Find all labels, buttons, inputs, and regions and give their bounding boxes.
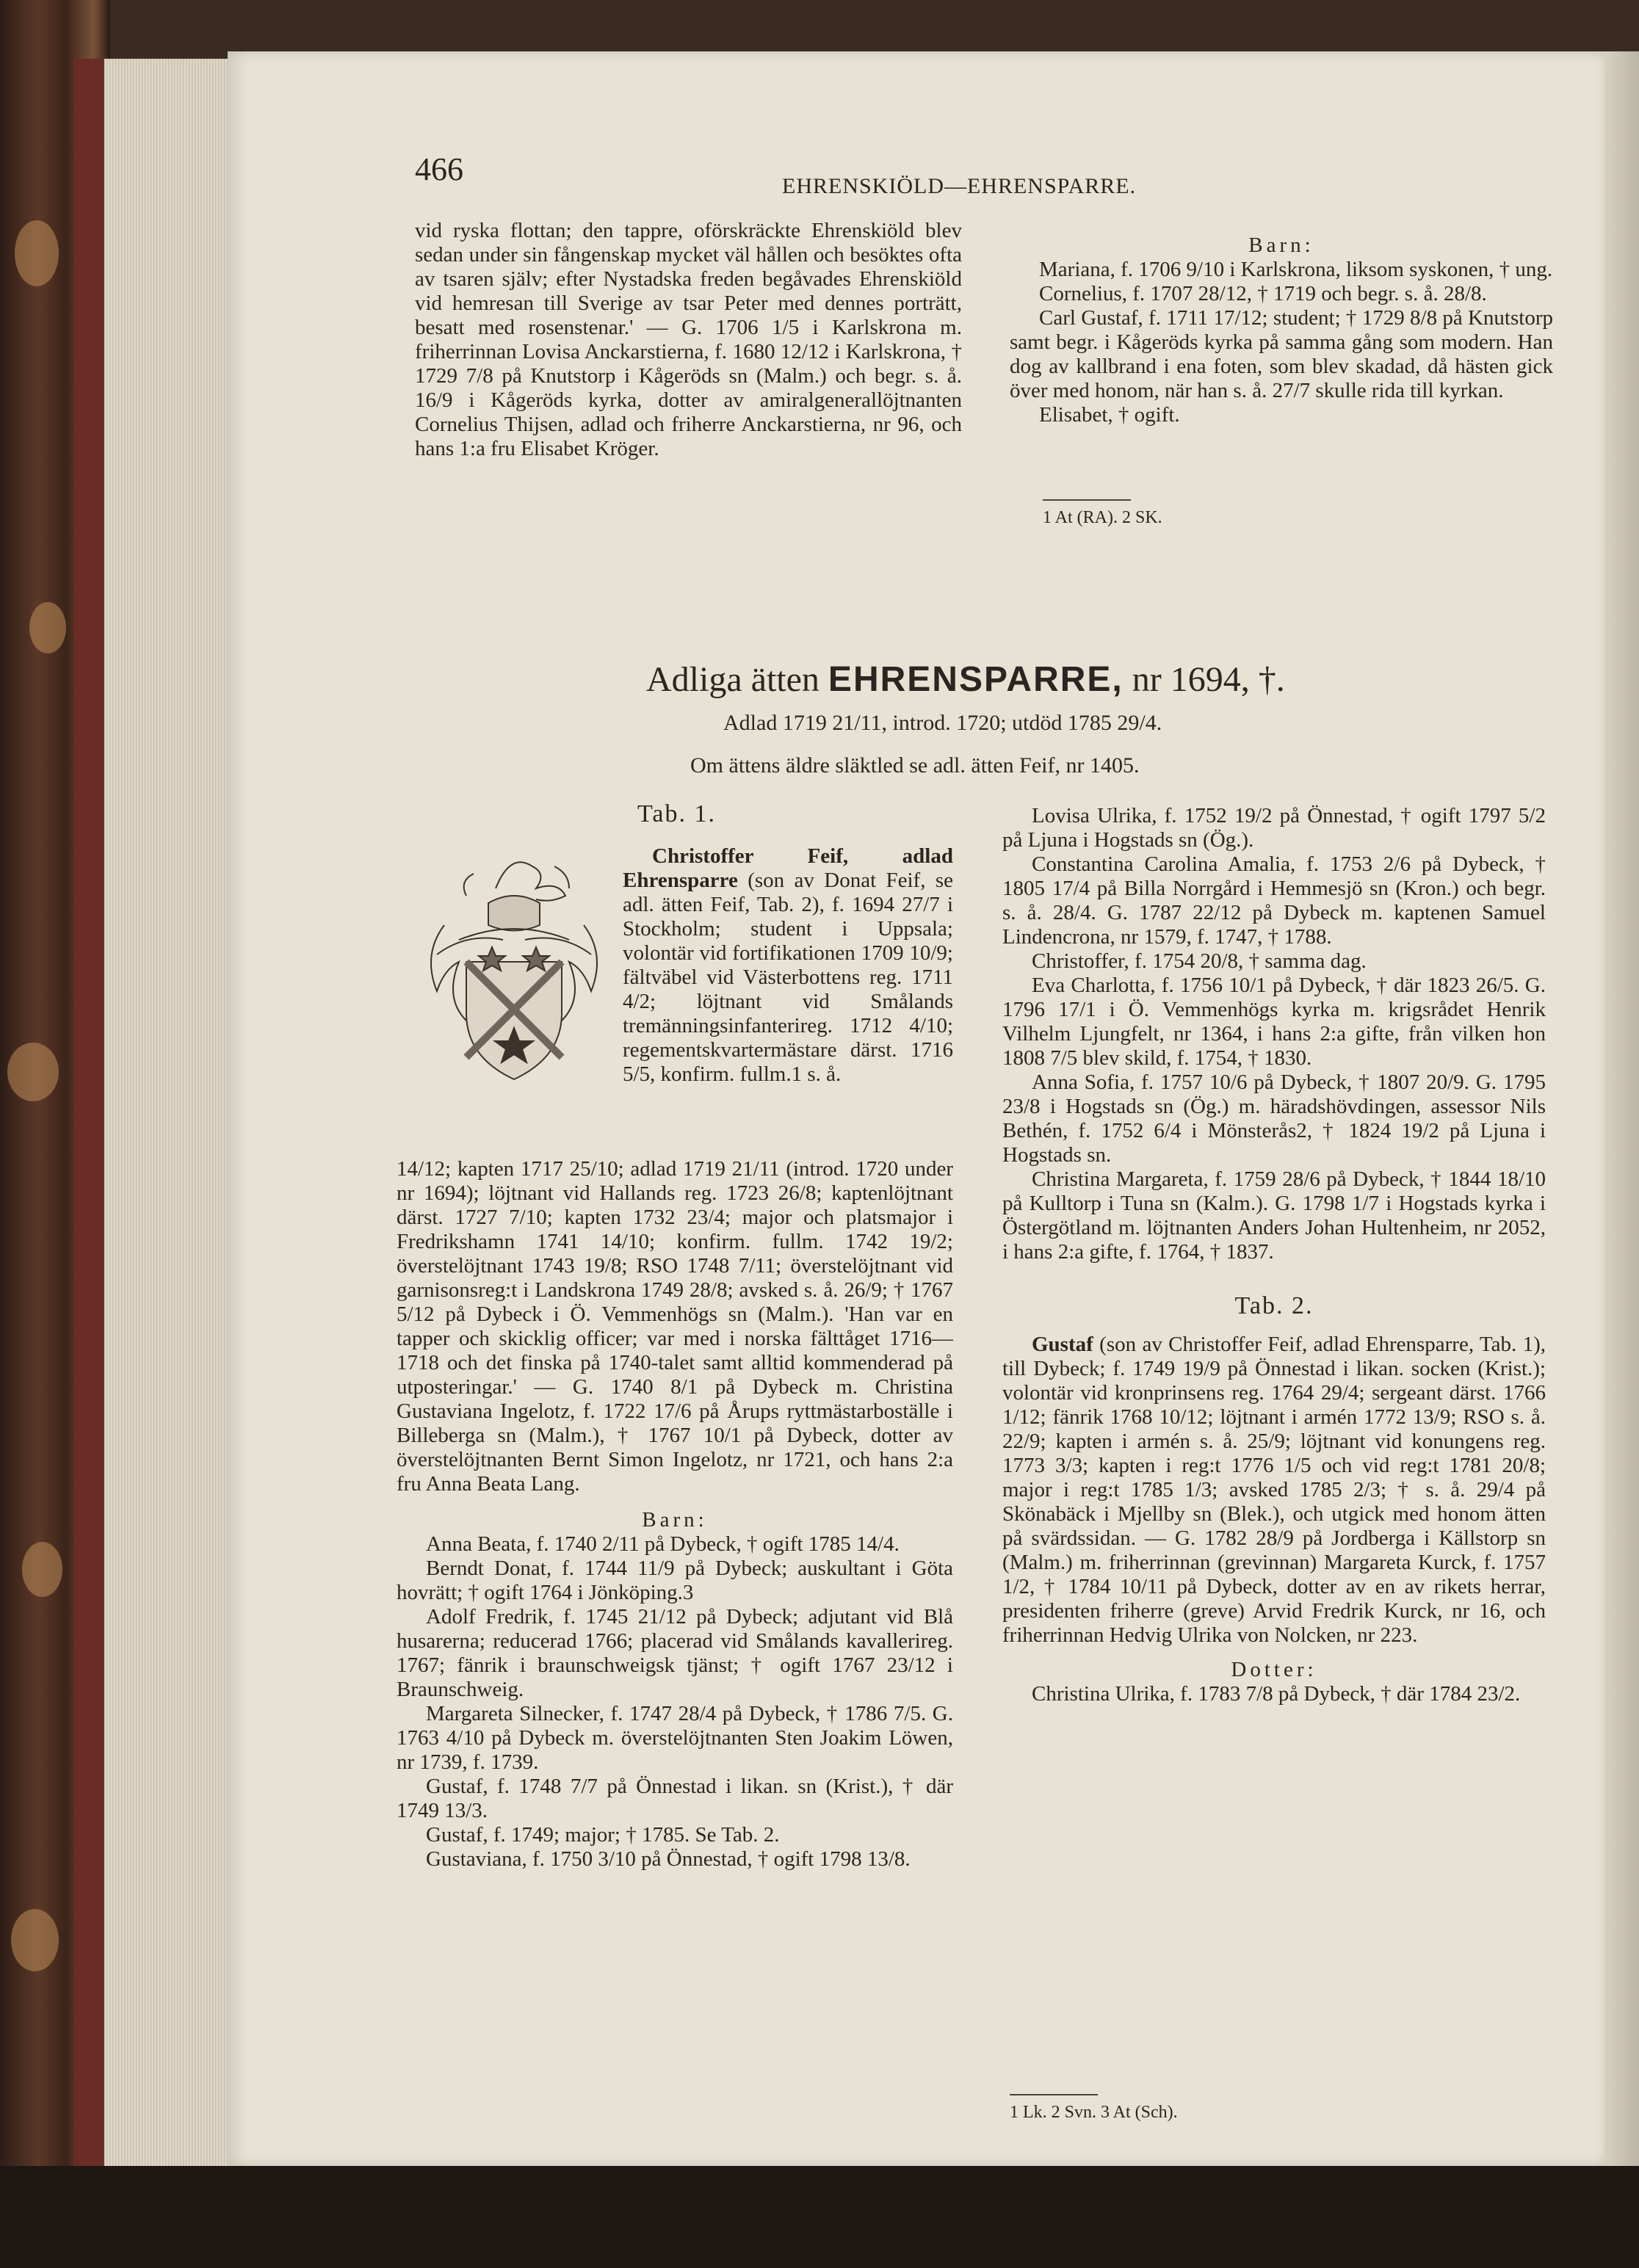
footnote-rule-top (1043, 499, 1131, 501)
top-left-paragraph: vid ryska flottan; den tappre, oförskräckte Ehrenskiöld blev sedan under sin fångenskap mycket väl hållen och besöktes ofta av tsaren själv; efter Nystadska freden begåvades Ehrenskiöld vid hemresan till Sverige av tsar Peter med dennes porträtt, besatt med rosenstenar.' — G. 1706 1/5 i Karlskrona m. friherrinnan Lovisa Anckarstierna, f. 1680 12/12 i Karlskrona, † 1729 7/8 på Knutstorp i Kågeröds sn (Malm.) och begr. s. å. 16/9 i Kågeröds kyrka, dotter av amiralgenerallöjtnanten Cornelius Thijsen, adlad och friherre Anckarstierna, nr 96, och hans 1:a fru Elisabet Kröger. (415, 219, 962, 460)
child-entry: Margareta Silnecker, f. 1747 28/4 på Dybeck, † 1786 7/5. G. 1763 4/10 på Dybeck m. överstelöjtnanten Sten Joakim Löwen, nr 1739, f. 1739. (397, 1702, 953, 1774)
tab1-lead-text: (son av Donat Feif, se adl. ätten Feif, Tab. 2), f. 1694 27/7 i Stockholm; student i Uppsala; volontär vid fortifikationen 1709 10/9; fältväbel vid Västerbottens reg. 1711 4/2; löjtnant vid Smålands tremänningsinfanterireg. 1712 4/10; regementskvartermästare därst. 1716 5/5, konfirm. fullm.1 s. å. (623, 869, 953, 1086)
tab1-lead (623, 844, 953, 1087)
family-title-prefix: Adliga ätten (646, 660, 820, 699)
tab2-name: Gustaf (1032, 1333, 1093, 1356)
barn-heading-top: Barn: (1248, 233, 1314, 257)
child-entry: Lovisa Ulrika, f. 1752 19/2 på Önnestad, † ogift 1797 5/2 på Ljuna i Hogstads sn (Ög.). (1002, 804, 1546, 852)
family-title (646, 659, 1285, 700)
child-entry: Christina Margareta, f. 1759 28/6 på Dybeck, † 1844 18/10 på Kulltorp i Tuna sn (Kalm.). G. 1798 1/7 i Hogstads kyrka i Östergötland m. löjtnanten Anders Johan Hultenheim, nr 2052, i hans 2:a gifte, f. 1764, † 1837. (1002, 1167, 1546, 1264)
page-stack-edges (103, 59, 236, 2173)
family-title-name: EHRENSPARRE, (828, 660, 1124, 699)
footnotes-bottom: 1 Lk. 2 Svn. 3 At (Sch). (1010, 2103, 1178, 2122)
running-head: EHRENSKIÖLD—EHRENSPARRE. (782, 174, 1137, 198)
child-entry: Berndt Donat, f. 1744 11/9 på Dybeck; auskultant i Göta hovrätt; † ogift 1764 i Jönköping.3 (397, 1557, 953, 1604)
page-number: 466 (415, 151, 463, 187)
right-page-edge (1604, 51, 1639, 2166)
child-entry-carl-gustaf: Carl Gustaf, f. 1711 17/12; student; † 1729 8/8 på Knutstorp samt begr. i Kågeröds kyrka på samma gång som modern. Han dog av kallbrand i ena foten, som blev skadad, då hästen gick över med honom, när han s. å. 27/7 skulle rida till kyrkan. (1010, 306, 1553, 402)
child-entry-mariana: Mariana, f. 1706 9/10 i Karlskrona, liksom syskonen, † ung. (1039, 258, 1553, 281)
child-entry: Gustaviana, f. 1750 3/10 på Önnestad, † ogift 1798 13/8. (426, 1847, 911, 1871)
family-ennoblement-line: Adlad 1719 21/11, introd. 1720; utdöd 1785 29/4. (723, 711, 1162, 735)
child-entry-elisabet: Elisabet, † ogift. (1039, 403, 1180, 427)
child-entry: Gustaf, f. 1749; major; † 1785. Se Tab. 2. (426, 1823, 780, 1847)
tab1-lead-name: Christoffer Feif, adlad Ehrensparre (623, 844, 953, 892)
tab2-heading: Tab. 2. (1234, 1292, 1314, 1319)
tab2-text: (son av Christoffer Feif, adlad Ehrensparre, Tab. 1), till Dybeck; f. 1749 19/9 på Önnestad i likan. socken (Krist.); volontär vid kronprinsens reg. 1764 29/4; sergeant därst. 1766 1/12; fänrik 1768 10/12; löjtnant i armén 1772 13/9; RSO s. å. 22/9; kapten i armén s. å. 25/9; löjtnant vid konungens reg. 1773 3/3; kapten i reg:t 1776 1/5 och vid reg:t 1781 20/8; major i reg:t 1785 1/3; avsked 1785 2/3; † s. å. 29/4 på Skönabäck i Mjellby sn (Blek.), och utgick med honom ätten på svärdssidan. — G. 1782 28/9 på Jordberga i Källstorp sn (Malm.) m. friherrinnan (grevinnan) Margareta Kurck, f. 1757 1/2, † 1784 10/11 på Dybeck, dotter av en av rikets herrar, presidenten friherre (greve) Arvid Fredrik Kurck, nr 16, och friherrinnan Hedvig Ulrika von Nolcken, nr 223. (1002, 1333, 1546, 1647)
child-entry: Anna Beata, f. 1740 2/11 på Dybeck, † ogift 1785 14/4. (426, 1532, 900, 1556)
barn-heading-tab1: Barn: (642, 1508, 708, 1532)
child-entry: Adolf Fredrik, f. 1745 21/12 på Dybeck; adjutant vid Blå husarerna; reducerad 1766; placerad vid Smålands kavallerireg. 1767; fänrik i braunschweigsk tjänst; † ogift 1767 23/12 i Braunschweig. (397, 1605, 953, 1701)
family-title-suffix: nr 1694, †. (1132, 660, 1285, 699)
background-bottom (0, 2166, 1639, 2268)
top-right-column (1010, 233, 1553, 427)
footnotes-top: 1 At (RA). 2 SK. (1043, 508, 1162, 527)
family-reference-line: Om ättens äldre släktled se adl. ätten Feif, nr 1405. (690, 753, 1140, 778)
child-entry: Eva Charlotta, f. 1756 10/1 på Dybeck, † där 1823 26/5. G. 1796 17/1 i Ö. Vemmenhögs kyrka m. krigsrådet Henrik Vilhelm Ljungfelt, nr 1364, i hans 2:a gifte, från vilken hon 1808 7/5 blev skild, f. 1754, † 1830. (1002, 974, 1546, 1070)
child-entry: Gustaf, f. 1748 7/7 på Önnestad i likan. sn (Krist.), † där 1749 13/3. (397, 1775, 953, 1822)
book-spine (73, 59, 103, 2188)
child-entry: Anna Sofia, f. 1757 10/6 på Dybeck, † 1807 20/9. G. 1795 23/8 i Hogstads sn (Ög.) m. häradshövdingen, assessor Nils Bethén, f. 1752 6/4 i Mönsterås2, † 1824 19/2 på Ljuna i Hogstads sn. (1002, 1070, 1546, 1167)
tab1-heading: Tab. 1. (637, 800, 716, 827)
footnote-rule-bottom (1010, 2094, 1098, 2095)
coat-of-arms (415, 844, 613, 1094)
dotter-heading: Dotter: (1231, 1658, 1317, 1681)
child-entry: Constantina Carolina Amalia, f. 1753 2/6 på Dybeck, † 1805 17/4 på Billa Norrgård i Hemmesjö sn (Kron.) och begr. s. å. 28/4. G. 1787 22/12 på Dybeck m. kaptenen Samuel Lindencrona, nr 1579, f. 1747, † 1788. (1002, 852, 1546, 949)
tab1-body (397, 1157, 953, 1872)
top-left-column (415, 219, 962, 461)
child-entry-cornelius: Cornelius, f. 1707 28/12, † 1719 och begr. s. å. 28/8. (1039, 282, 1487, 305)
dotter-entry: Christina Ulrika, f. 1783 7/8 på Dybeck, † där 1784 23/2. (1032, 1682, 1521, 1706)
child-entry: Christoffer, f. 1754 20/8, † samma dag. (1032, 949, 1367, 973)
right-column (1002, 804, 1546, 1706)
tab1-continuation: 14/12; kapten 1717 25/10; adlad 1719 21/11 (introd. 1720 under nr 1694); löjtnant vid Hallands reg. 1723 26/8; kaptenlöjtnant därst. 1727 7/10; kapten 1732 23/4; major och platsmajor i Fredrikshamn 1741 14/10; konfirm. fullm. 1742 19/2; överstelöjtnant 1743 19/8; RSO 1748 7/11; överstelöjtnant vid garnisonsreg:t i Landskrona 1749 28/8; avsked s. å. 26/9; † 1767 5/12 på Dybeck i Ö. Vemmenhögs sn (Malm.). 'Han var en tapper och skicklig officer; var med i norska fälttåget 1716—1718 och det finska på 1740-talet samt alltid kommenderad på utposteringar.' — G. 1740 8/1 på Dybeck m. Christina Gustaviana Ingelotz, f. 1722 17/6 på Årups ryttmästarboställe i Billeberga sn (Malm.), † 1767 10/1 på Dybeck, dotter av överstelöjtnanten Bernt Simon Ingelotz, nr 1721, och hans 2:a fru Anna Beata Lang. (397, 1157, 953, 1496)
